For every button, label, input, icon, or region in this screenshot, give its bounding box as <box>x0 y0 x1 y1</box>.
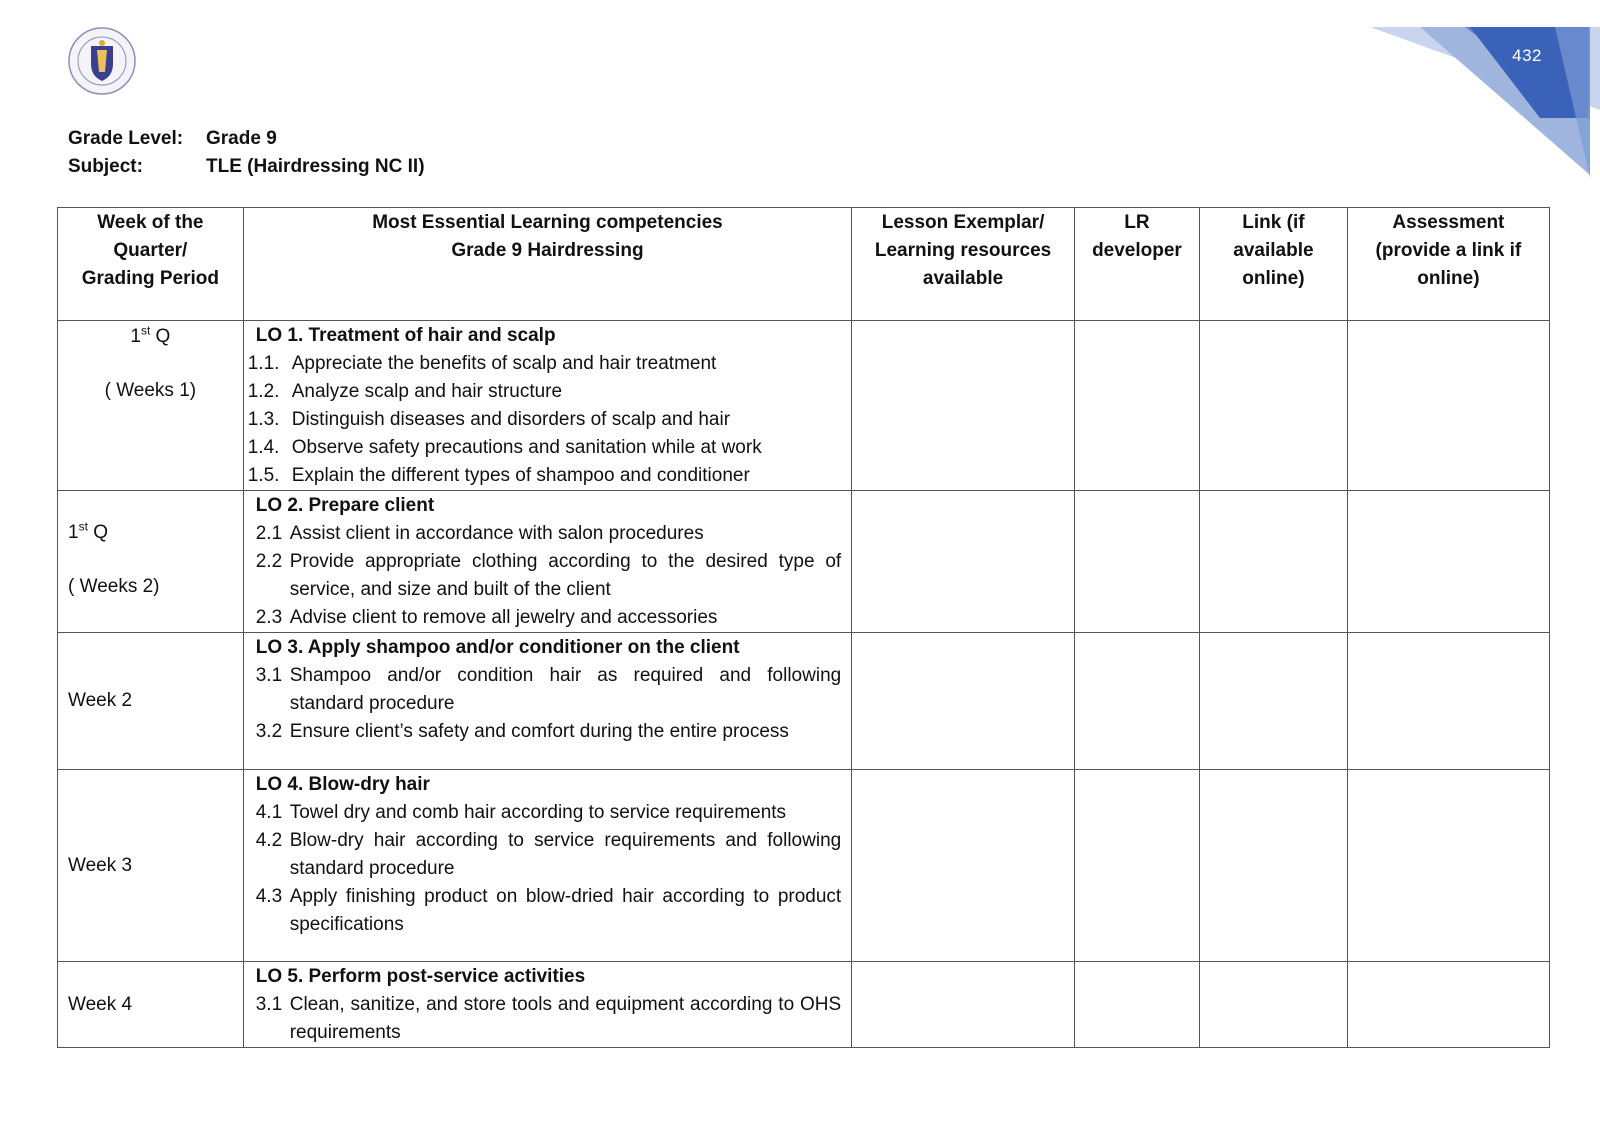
grade-level-label: Grade Level: <box>68 128 184 149</box>
subject-value: TLE (Hairdressing NC II) <box>206 156 425 177</box>
link-cell <box>1200 321 1348 491</box>
page-number: 432 <box>1512 46 1542 65</box>
lesson-cell <box>852 962 1075 1048</box>
lesson-cell <box>852 491 1075 633</box>
subject-row <box>68 153 425 181</box>
list-item: 4.1 Towel dry and comb hair according to service requirements <box>255 802 787 823</box>
link-cell <box>1200 962 1348 1048</box>
week-cell: 1st Q ( Weeks 2) <box>58 491 244 633</box>
assessment-cell <box>1347 770 1549 962</box>
document-meta <box>68 125 425 181</box>
lesson-cell <box>852 321 1075 491</box>
subject-label: Subject: <box>68 156 143 177</box>
link-cell <box>1200 633 1348 770</box>
lr-cell <box>1074 962 1199 1048</box>
link-cell <box>1200 770 1348 962</box>
week-cell: Week 3 <box>58 770 244 962</box>
list-item: 3.1 Shampoo and/or condition hair as required and following standard procedure <box>255 665 842 714</box>
week-cell: Week 2 <box>58 633 244 770</box>
table-row <box>58 633 1550 770</box>
header-lr-developer: LR developer <box>1074 208 1199 321</box>
deped-seal-logo <box>67 26 137 96</box>
link-cell <box>1200 491 1348 633</box>
header-assessment: Assessment (provide a link if online) <box>1347 208 1549 321</box>
corner-decoration <box>1300 0 1600 190</box>
competency-cell <box>243 962 851 1048</box>
grade-level-value: Grade 9 <box>206 128 277 149</box>
list-item: 1.2. Analyze scalp and hair structure <box>247 381 563 402</box>
lr-cell <box>1074 321 1199 491</box>
list-item: 3.2 Ensure client’s safety and comfort during the entire process <box>255 721 789 742</box>
assessment-cell <box>1347 633 1549 770</box>
assessment-cell <box>1347 321 1549 491</box>
lo-title: LO 4. Blow-dry hair <box>255 774 430 795</box>
list-item: 3.1 Clean, sanitize, and store tools and equipment according to OHS requirements <box>255 994 842 1043</box>
header-link: Link (if available online) <box>1200 208 1348 321</box>
list-item: 1.5. Explain the different types of shampoo and conditioner <box>247 465 750 486</box>
table-row <box>58 491 1550 633</box>
list-item: 1.4. Observe safety precautions and sanitation while at work <box>247 437 762 458</box>
table-row <box>58 962 1550 1048</box>
lo-title: LO 5. Perform post-service activities <box>255 966 586 987</box>
header-melc: Most Essential Learning competencies Grade 9 Hairdressing <box>243 208 851 321</box>
lesson-cell <box>852 633 1075 770</box>
list-item: 2.2 Provide appropriate clothing according to the desired type of service, and size and built of the client <box>255 551 842 600</box>
lr-cell <box>1074 491 1199 633</box>
list-item: 1.1. Appreciate the benefits of scalp and hair treatment <box>247 353 717 374</box>
assessment-cell <box>1347 491 1549 633</box>
melc-table <box>57 207 1550 1048</box>
table-row <box>58 770 1550 962</box>
list-item: 2.1 Assist client in accordance with salon procedures <box>255 523 704 544</box>
list-item: 4.2 Blow-dry hair according to service requirements and following standard procedure <box>255 830 842 879</box>
competency-cell <box>243 491 851 633</box>
lo-title: LO 1. Treatment of hair and scalp <box>255 325 556 346</box>
lo-title: LO 3. Apply shampoo and/or conditioner on the client <box>255 637 740 658</box>
table-row <box>58 321 1550 491</box>
list-item: 1.3. Distinguish diseases and disorders of scalp and hair <box>247 409 731 430</box>
lr-cell <box>1074 770 1199 962</box>
header-week: Week of the Quarter/ Grading Period <box>58 208 244 321</box>
list-item: 2.3 Advise client to remove all jewelry and accessories <box>255 607 718 628</box>
competency-cell <box>243 321 851 491</box>
lesson-cell <box>852 770 1075 962</box>
week-cell: 1st Q ( Weeks 1) <box>58 321 244 491</box>
grade-level-row <box>68 125 425 153</box>
assessment-cell <box>1347 962 1549 1048</box>
lr-cell <box>1074 633 1199 770</box>
lo-title: LO 2. Prepare client <box>255 495 435 516</box>
competency-cell <box>243 633 851 770</box>
competency-cell <box>243 770 851 962</box>
list-item: 4.3 Apply finishing product on blow-dried hair according to product specifications <box>255 886 842 935</box>
week-cell: Week 4 <box>58 962 244 1048</box>
header-lesson-exemplar: Lesson Exemplar/ Learning resources available <box>852 208 1075 321</box>
table-header-row <box>58 208 1550 321</box>
